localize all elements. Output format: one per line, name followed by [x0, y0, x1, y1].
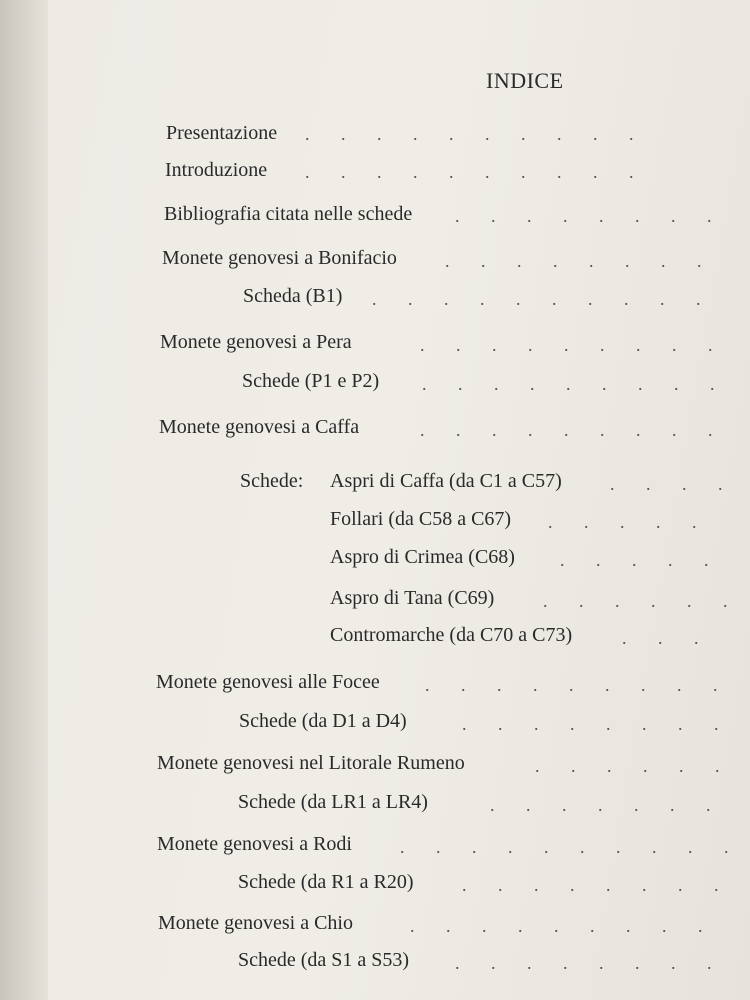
leader-dots — [400, 837, 730, 858]
entry-presentazione: Presentazione — [166, 122, 278, 144]
entry-chio: Monete genovesi a Chio — [158, 912, 353, 934]
entry-schede-r1-r20: Schede (da R1 a R20) — [238, 871, 414, 893]
entry-pera: Monete genovesi a Pera — [160, 331, 352, 353]
leader-dots — [560, 550, 725, 571]
entry-schede-caffa-label: Schede: — [240, 470, 304, 492]
leader-dots — [548, 512, 728, 533]
leader-dots — [490, 795, 730, 816]
entry-schede-d1-d4: Schede (da D1 a D4) — [239, 710, 407, 732]
entry-schede-lr1-lr4: Schede (da LR1 a LR4) — [238, 791, 428, 813]
leader-dots — [543, 591, 728, 612]
leader-dots — [420, 420, 725, 441]
entry-introduzione: Introduzione — [165, 159, 268, 181]
leader-dots — [622, 628, 727, 649]
leader-dots — [410, 916, 730, 937]
leader-dots — [422, 374, 727, 395]
entry-scheda-b1: Scheda (B1) — [243, 285, 343, 307]
leader-dots — [305, 124, 725, 145]
entry-schede-s1-s53: Schede (da S1 a S53) — [238, 949, 410, 971]
leader-dots — [455, 206, 730, 227]
leader-dots — [420, 335, 725, 356]
leader-dots — [610, 474, 730, 495]
page-gutter — [0, 0, 48, 1000]
entry-focee: Monete genovesi alle Focee — [156, 671, 380, 693]
entry-follari: Follari (da C58 a C67) — [330, 508, 512, 530]
entry-bonifacio: Monete genovesi a Bonifacio — [162, 247, 397, 269]
entry-rodi: Monete genovesi a Rodi — [157, 833, 352, 855]
leader-dots — [425, 675, 730, 696]
entry-litorale-rumeno: Monete genovesi nel Litorale Rumeno — [157, 752, 465, 774]
leader-dots — [535, 756, 730, 777]
leader-dots — [455, 953, 730, 974]
leader-dots — [462, 714, 727, 735]
entry-bibliografia: Bibliografia citata nelle schede — [164, 203, 413, 225]
entry-aspro-di-tana: Aspro di Tana (C69) — [330, 587, 495, 609]
index-title: INDICE — [486, 68, 564, 93]
entry-aspri-di-caffa: Aspri di Caffa (da C1 a C57) — [330, 470, 562, 492]
entry-schede-p1-p2: Schede (P1 e P2) — [242, 370, 380, 392]
entry-caffa: Monete genovesi a Caffa — [159, 416, 360, 438]
leader-dots — [372, 289, 727, 310]
entry-aspro-di-crimea: Aspro di Crimea (C68) — [330, 546, 515, 568]
entry-contromarche: Contromarche (da C70 a C73) — [330, 624, 573, 646]
leader-dots — [445, 251, 730, 272]
leader-dots — [305, 162, 725, 183]
leader-dots — [462, 875, 727, 896]
